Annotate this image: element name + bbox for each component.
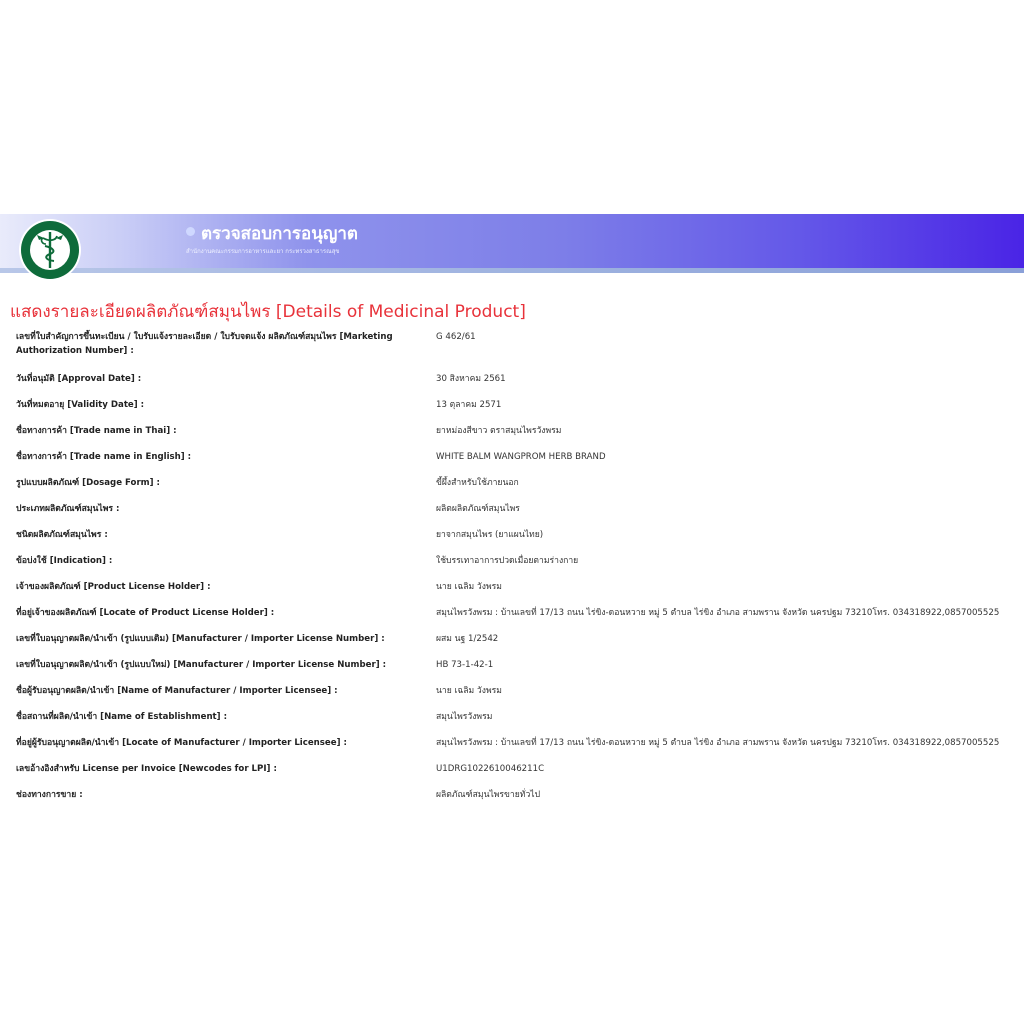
banner-stripe — [0, 268, 1024, 273]
field-label: เลขอ้างอิงสำหรับ License per Invoice [Newcodes for LPI] : — [16, 764, 277, 774]
page-title: แสดงรายละเอียดผลิตภัณฑ์สมุนไพร [Details of Medicinal Product] — [10, 302, 526, 322]
field-value: สมุนไพรวังพรม : บ้านเลขที่ 17/13 ถนน ไร่ขิง-ดอนหวาย หมู่ 5 ตำบล ไร่ขิง อำเภอ สามพราน จังหวัด นครปฐม 73210โทร. 034318922,0857005525 — [436, 738, 1000, 748]
field-value: U1DRG1022610046211C — [436, 764, 545, 774]
header-banner — [0, 214, 1024, 268]
field-value: 13 ตุลาคม 2571 — [436, 400, 502, 410]
field-value: 30 สิงหาคม 2561 — [436, 374, 506, 384]
field-value: ใช้บรรเทาอาการปวดเมื่อยตามร่างกาย — [436, 556, 579, 566]
field-label: วันที่อนุมัติ [Approval Date] : — [16, 374, 142, 384]
ministry-logo-icon — [18, 218, 82, 282]
field-value: ยาหม่องสีขาว ตราสมุนไพรวังพรม — [436, 426, 562, 436]
field-value: สมุนไพรวังพรม : บ้านเลขที่ 17/13 ถนน ไร่ขิง-ดอนหวาย หมู่ 5 ตำบล ไร่ขิง อำเภอ สามพราน จังหวัด นครปฐม 73210โทร. 034318922,0857005525 — [436, 608, 1000, 618]
banner-bullet-icon — [186, 227, 195, 236]
field-value: HB 73-1-42-1 — [436, 660, 494, 670]
field-value: G 462/61 — [436, 332, 476, 342]
field-label: ช่องทางการขาย : — [16, 790, 83, 800]
field-value: นาย เฉลิม วังพรม — [436, 582, 502, 592]
field-label: เลขที่ใบอนุญาตผลิต/นำเข้า (รูปแบบใหม่) [Manufacturer / Importer License Number] : — [16, 660, 387, 670]
field-value: WHITE BALM WANGPROM HERB BRAND — [436, 452, 606, 462]
field-label: ข้อบ่งใช้ [Indication] : — [16, 556, 113, 566]
field-label: ชื่อผู้รับอนุญาตผลิต/นำเข้า [Name of Manufacturer / Importer Licensee] : — [16, 686, 338, 696]
field-label: ชื่อทางการค้า [Trade name in Thai] : — [16, 426, 177, 436]
field-label: ชนิดผลิตภัณฑ์สมุนไพร : — [16, 530, 108, 540]
field-label: ชื่อสถานที่ผลิต/นำเข้า [Name of Establishment] : — [16, 712, 228, 722]
field-value: ยาจากสมุนไพร (ยาแผนไทย) — [436, 530, 544, 540]
field-label: เลขที่ใบสำคัญการขึ้นทะเบียน / ใบรับแจ้งรายละเอียด / ใบรับจดแจ้ง ผลิตภัณฑ์สมุนไพร [Marketing Authorization Number] : — [16, 332, 393, 356]
field-label: เลขที่ใบอนุญาตผลิต/นำเข้า (รูปแบบเดิม) [Manufacturer / Importer License Number] : — [16, 634, 385, 644]
field-label: วันที่หมดอายุ [Validity Date] : — [16, 400, 145, 410]
field-label: ที่อยู่เจ้าของผลิตภัณฑ์ [Locate of Product License Holder] : — [16, 608, 275, 618]
banner-subtitle: สำนักงานคณะกรรมการอาหารและยา กระทรวงสาธารณสุข — [186, 248, 340, 255]
field-value: ผลิตผลิตภัณฑ์สมุนไพร — [436, 504, 520, 514]
field-label: เจ้าของผลิตภัณฑ์ [Product License Holder] : — [16, 582, 211, 592]
field-value: ขี้ผึ้งสำหรับใช้ภายนอก — [436, 478, 519, 488]
field-label: ประเภทผลิตภัณฑ์สมุนไพร : — [16, 504, 120, 514]
banner-title: ตรวจสอบการอนุญาต — [201, 224, 358, 244]
field-label: รูปแบบผลิตภัณฑ์ [Dosage Form] : — [16, 478, 160, 488]
field-label: ชื่อทางการค้า [Trade name in English] : — [16, 452, 192, 462]
field-value: นาย เฉลิม วังพรม — [436, 686, 502, 696]
field-label: ที่อยู่ผู้รับอนุญาตผลิต/นำเข้า [Locate of Manufacturer / Importer Licensee] : — [16, 738, 347, 748]
field-value: ผลิตภัณฑ์สมุนไพรขายทั่วไป — [436, 790, 541, 800]
field-value: สมุนไพรวังพรม — [436, 712, 493, 722]
field-value: ผสม นฐ 1/2542 — [436, 634, 499, 644]
